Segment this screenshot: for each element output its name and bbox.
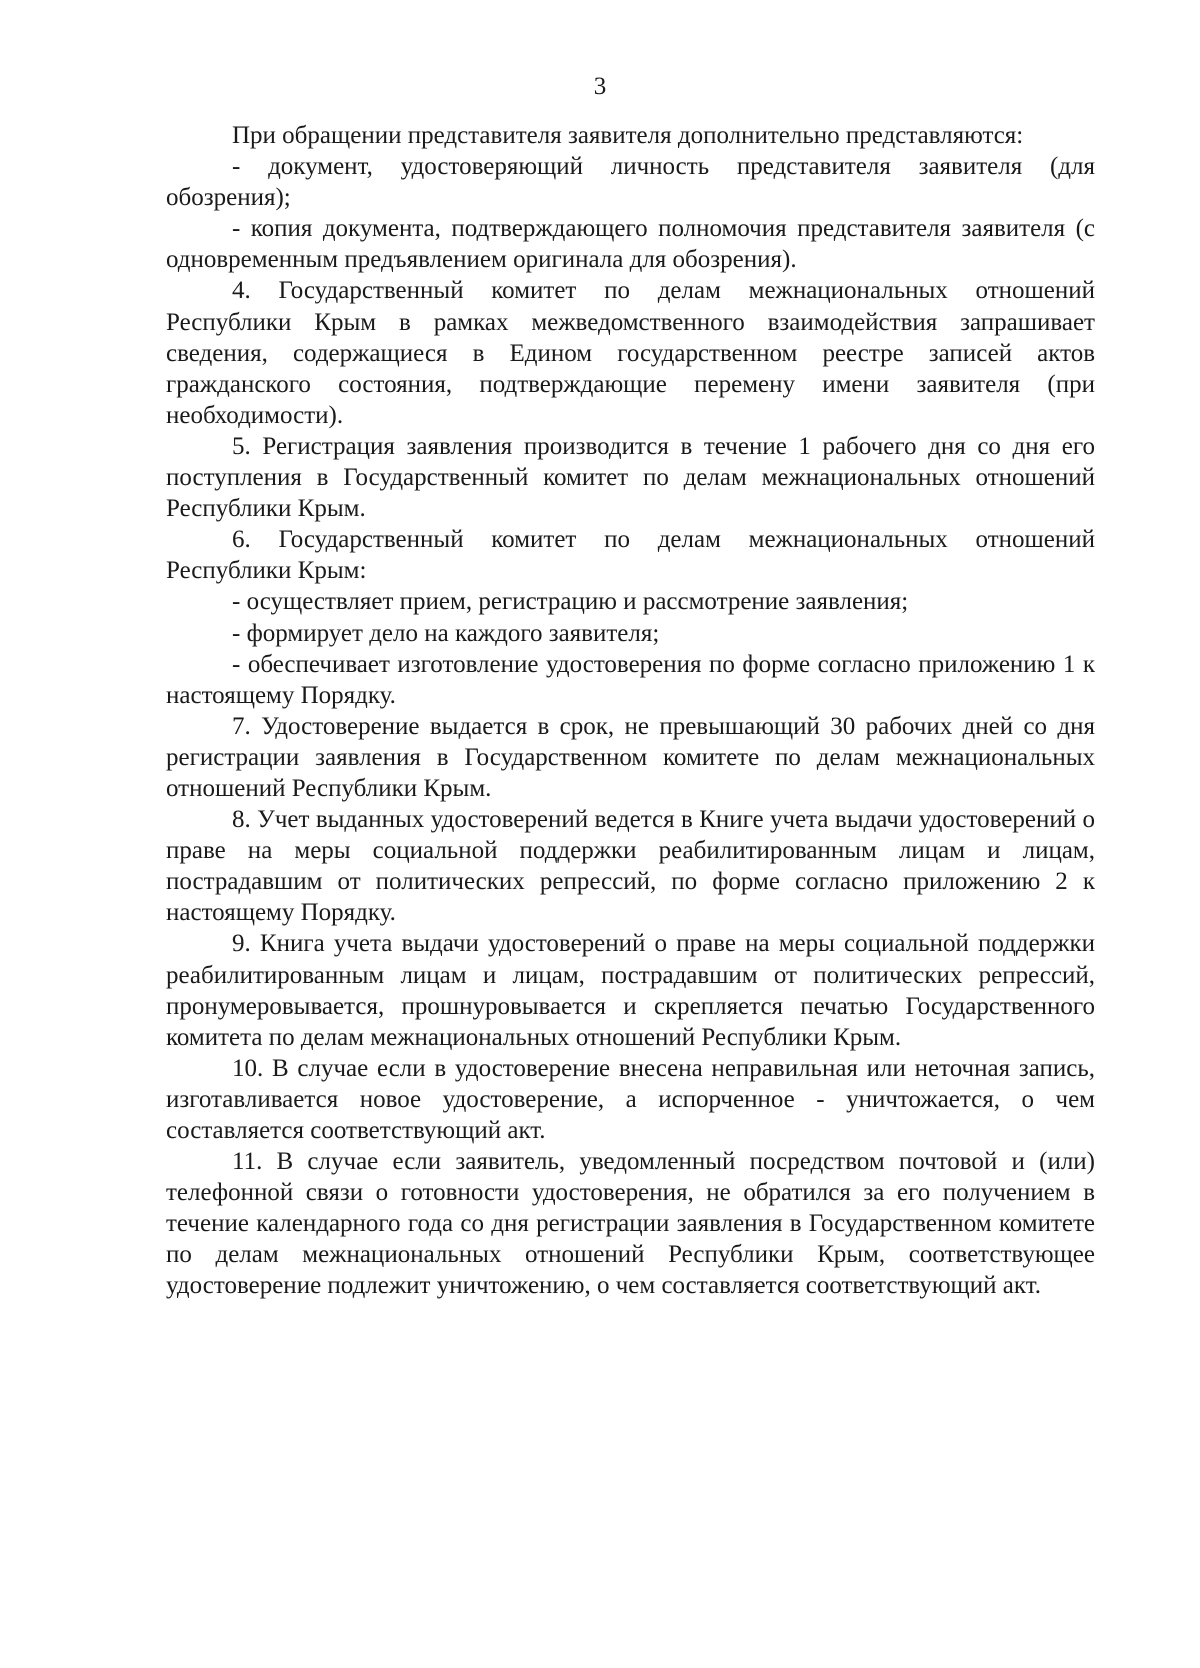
paragraph-item-6: 6. Государственный комитет по делам межнациональных отношений Республики Крым: [166, 526, 1095, 585]
paragraph-item-10: 10. В случае если в удостоверение внесена неправильная или неточная запись, изготавливается новое удостоверение, а испорченное - уничтожается, о чем составляется соответствующий акт. [166, 1054, 1095, 1144]
paragraph-item-7: 7. Удостоверение выдается в срок, не превышающий 30 рабочих дней со дня регистрации заявления в Государственном комитете по делам межнациональных отношений Республики Крым. [166, 712, 1095, 802]
page-number: 3 [593, 73, 607, 100]
paragraph-item-5: 5. Регистрация заявления производится в течение 1 рабочего дня со дня его поступления в Государственный комитет по делам межнациональных отношений Республики Крым. [166, 432, 1095, 523]
paragraph-item-6-reception: - осуществляет прием, регистрацию и рассмотрение заявления; [232, 588, 909, 616]
paragraph-item-4: 4. Государственный комитет по делам межнациональных отношений Республики Крым в рамках межведомственного взаимодействия запрашивает сведения, содержащиеся в Едином государственном реестре записей актов гражданского состояния, подтверждающие перемену имени заявителя (при необходимости). [166, 277, 1095, 429]
paragraph-item-9: 9. Книга учета выдачи удостоверений о праве на меры социальной поддержки реабилитированным лицам и лицам, пострадавшим от политических репрессий, пронумеровывается, прошнуровывается и скрепляется печатью Государственного комитета по делам межнациональных отношений Республики Крым. [166, 930, 1095, 1051]
paragraph-representative-intro: При обращении представителя заявителя дополнительно представляются: [232, 122, 1024, 149]
paragraph-representative-id: - документ, удостоверяющий личность представителя заявителя (для обозрения); [166, 153, 1095, 212]
paragraph-item-8: 8. Учет выданных удостоверений ведется в Книге учета выдачи удостоверений о праве на меры социальной поддержки реабилитированным лицам и лицам, пострадавшим от политических репрессий, по форме согласно приложению 2 к настоящему Порядку. [166, 806, 1095, 927]
paragraph-item-6-case-file: - формирует дело на каждого заявителя; [232, 619, 660, 647]
document-body [166, 120, 1095, 1302]
paragraph-item-11: 11. В случае если заявитель, уведомленный посредством почтовой и (или) телефонной связи о готовности удостоверения, не обратился за его получением в течение календарного года со дня регистрации заявления в Государственном комитете по делам межнациональных отношений Республики Крым, соответствующее удостоверение подлежит уничтожению, о чем составляется соответствующий акт. [166, 1148, 1095, 1300]
paragraph-item-6-production: - обеспечивает изготовление удостоверения по форме согласно приложению 1 к настоящему Порядку. [166, 650, 1095, 709]
paragraph-representative-authority: - копия документа, подтверждающего полномочия представителя заявителя (с одновременным предъявлением оригинала для обозрения). [166, 215, 1095, 274]
